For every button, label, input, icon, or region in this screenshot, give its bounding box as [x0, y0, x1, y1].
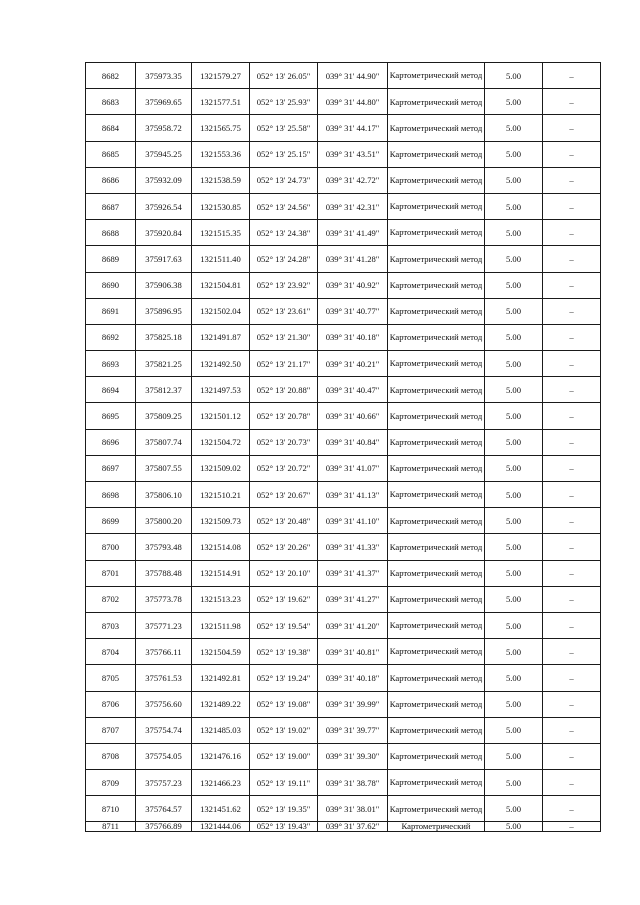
- coord-y-cell: 1321501.12: [192, 403, 250, 429]
- latitude-cell: 052° 13' 21.17": [250, 351, 318, 377]
- accuracy-cell: 5.00: [485, 482, 543, 508]
- longitude-cell: 039° 31' 40.21": [318, 351, 388, 377]
- note-cell: –: [543, 560, 601, 586]
- latitude-cell: 052° 13' 19.43": [250, 822, 318, 832]
- accuracy-cell: 5.00: [485, 63, 543, 89]
- latitude-cell: 052° 13' 19.08": [250, 691, 318, 717]
- table-row: [86, 822, 601, 832]
- table-row: [86, 167, 601, 193]
- method-cell: Картометрический метод: [388, 220, 485, 246]
- latitude-cell: 052° 13' 19.00": [250, 743, 318, 769]
- table-row: [86, 770, 601, 796]
- coordinates-table: [85, 62, 601, 832]
- table-row: [86, 455, 601, 481]
- accuracy-cell: 5.00: [485, 167, 543, 193]
- longitude-cell: 039° 31' 42.31": [318, 193, 388, 219]
- coord-y-cell: 1321504.59: [192, 639, 250, 665]
- coord-x-cell: 375807.74: [136, 429, 192, 455]
- latitude-cell: 052° 13' 25.93": [250, 89, 318, 115]
- accuracy-cell: 5.00: [485, 639, 543, 665]
- accuracy-cell: 5.00: [485, 560, 543, 586]
- note-cell: –: [543, 796, 601, 822]
- longitude-cell: 039° 31' 38.78": [318, 770, 388, 796]
- point-number-cell: 8701: [86, 560, 136, 586]
- coord-x-cell: 375773.78: [136, 586, 192, 612]
- method-cell: Картометрический метод: [388, 167, 485, 193]
- note-cell: –: [543, 324, 601, 350]
- method-cell: Картометрический метод: [388, 612, 485, 638]
- accuracy-cell: 5.00: [485, 193, 543, 219]
- method-cell: Картометрический метод: [388, 193, 485, 219]
- table-row: [86, 351, 601, 377]
- coord-x-cell: 375906.38: [136, 272, 192, 298]
- method-cell: Картометрический метод: [388, 508, 485, 534]
- point-number-cell: 8696: [86, 429, 136, 455]
- coord-x-cell: 375926.54: [136, 193, 192, 219]
- coord-x-cell: 375825.18: [136, 324, 192, 350]
- table-body: [86, 63, 601, 832]
- coord-x-cell: 375771.23: [136, 612, 192, 638]
- longitude-cell: 039° 31' 41.20": [318, 612, 388, 638]
- note-cell: –: [543, 586, 601, 612]
- coord-y-cell: 1321489.22: [192, 691, 250, 717]
- accuracy-cell: 5.00: [485, 534, 543, 560]
- table-row: [86, 717, 601, 743]
- table-row: [86, 298, 601, 324]
- table-row: [86, 193, 601, 219]
- coord-y-cell: 1321451.62: [192, 796, 250, 822]
- coord-y-cell: 1321565.75: [192, 115, 250, 141]
- accuracy-cell: 5.00: [485, 612, 543, 638]
- point-number-cell: 8700: [86, 534, 136, 560]
- latitude-cell: 052° 13' 21.30": [250, 324, 318, 350]
- coord-x-cell: 375793.48: [136, 534, 192, 560]
- coord-y-cell: 1321444.06: [192, 822, 250, 832]
- point-number-cell: 8686: [86, 167, 136, 193]
- note-cell: –: [543, 377, 601, 403]
- coord-y-cell: 1321530.85: [192, 193, 250, 219]
- point-number-cell: 8699: [86, 508, 136, 534]
- method-cell: Картометрический метод: [388, 89, 485, 115]
- point-number-cell: 8684: [86, 115, 136, 141]
- latitude-cell: 052° 13' 24.73": [250, 167, 318, 193]
- longitude-cell: 039° 31' 41.37": [318, 560, 388, 586]
- accuracy-cell: 5.00: [485, 272, 543, 298]
- table-row: [86, 743, 601, 769]
- note-cell: –: [543, 639, 601, 665]
- note-cell: –: [543, 89, 601, 115]
- point-number-cell: 8690: [86, 272, 136, 298]
- method-cell: Картометрический метод: [388, 743, 485, 769]
- point-number-cell: 8702: [86, 586, 136, 612]
- note-cell: –: [543, 403, 601, 429]
- latitude-cell: 052° 13' 20.48": [250, 508, 318, 534]
- accuracy-cell: 5.00: [485, 743, 543, 769]
- coord-y-cell: 1321510.21: [192, 482, 250, 508]
- accuracy-cell: 5.00: [485, 324, 543, 350]
- longitude-cell: 039° 31' 40.81": [318, 639, 388, 665]
- coord-x-cell: 375764.57: [136, 796, 192, 822]
- coord-x-cell: 375807.55: [136, 455, 192, 481]
- latitude-cell: 052° 13' 20.88": [250, 377, 318, 403]
- note-cell: –: [543, 246, 601, 272]
- note-cell: –: [543, 272, 601, 298]
- coord-x-cell: 375973.35: [136, 63, 192, 89]
- table-row: [86, 665, 601, 691]
- latitude-cell: 052° 13' 19.62": [250, 586, 318, 612]
- note-cell: –: [543, 665, 601, 691]
- note-cell: –: [543, 612, 601, 638]
- accuracy-cell: 5.00: [485, 455, 543, 481]
- note-cell: –: [543, 717, 601, 743]
- accuracy-cell: 5.00: [485, 586, 543, 612]
- point-number-cell: 8709: [86, 770, 136, 796]
- latitude-cell: 052° 13' 19.54": [250, 612, 318, 638]
- note-cell: –: [543, 429, 601, 455]
- table-row: [86, 534, 601, 560]
- longitude-cell: 039° 31' 41.28": [318, 246, 388, 272]
- note-cell: –: [543, 141, 601, 167]
- method-cell: Картометрический метод: [388, 403, 485, 429]
- note-cell: –: [543, 220, 601, 246]
- point-number-cell: 8704: [86, 639, 136, 665]
- point-number-cell: 8706: [86, 691, 136, 717]
- method-cell: Картометрический метод: [388, 429, 485, 455]
- method-cell: Картометрический метод: [388, 770, 485, 796]
- table-row: [86, 639, 601, 665]
- method-cell: Картометрический метод: [388, 63, 485, 89]
- longitude-cell: 039° 31' 42.72": [318, 167, 388, 193]
- coord-x-cell: 375754.05: [136, 743, 192, 769]
- coord-x-cell: 375920.84: [136, 220, 192, 246]
- accuracy-cell: 5.00: [485, 691, 543, 717]
- accuracy-cell: 5.00: [485, 796, 543, 822]
- latitude-cell: 052° 13' 26.05": [250, 63, 318, 89]
- latitude-cell: 052° 13' 25.58": [250, 115, 318, 141]
- note-cell: –: [543, 115, 601, 141]
- table-row: [86, 508, 601, 534]
- coord-y-cell: 1321492.50: [192, 351, 250, 377]
- method-cell: Картометрический метод: [388, 141, 485, 167]
- point-number-cell: 8708: [86, 743, 136, 769]
- longitude-cell: 039° 31' 39.99": [318, 691, 388, 717]
- accuracy-cell: 5.00: [485, 822, 543, 832]
- table-row: [86, 796, 601, 822]
- table-row: [86, 403, 601, 429]
- point-number-cell: 8682: [86, 63, 136, 89]
- longitude-cell: 039° 31' 40.18": [318, 665, 388, 691]
- coord-x-cell: 375821.25: [136, 351, 192, 377]
- table-row: [86, 691, 601, 717]
- longitude-cell: 039° 31' 41.33": [318, 534, 388, 560]
- latitude-cell: 052° 13' 23.61": [250, 298, 318, 324]
- note-cell: –: [543, 455, 601, 481]
- table-row: [86, 429, 601, 455]
- method-cell: Картометрический метод: [388, 377, 485, 403]
- coord-y-cell: 1321492.81: [192, 665, 250, 691]
- table-row: [86, 482, 601, 508]
- coord-y-cell: 1321491.87: [192, 324, 250, 350]
- coord-y-cell: 1321514.08: [192, 534, 250, 560]
- coord-x-cell: 375932.09: [136, 167, 192, 193]
- accuracy-cell: 5.00: [485, 115, 543, 141]
- longitude-cell: 039° 31' 39.30": [318, 743, 388, 769]
- coord-x-cell: 375766.89: [136, 822, 192, 832]
- coord-y-cell: 1321509.73: [192, 508, 250, 534]
- method-cell: Картометрический метод: [388, 272, 485, 298]
- note-cell: –: [543, 534, 601, 560]
- coord-x-cell: 375809.25: [136, 403, 192, 429]
- table-row: [86, 141, 601, 167]
- point-number-cell: 8707: [86, 717, 136, 743]
- method-cell: Картометрический метод: [388, 560, 485, 586]
- latitude-cell: 052° 13' 20.73": [250, 429, 318, 455]
- coord-x-cell: 375788.48: [136, 560, 192, 586]
- coord-y-cell: 1321513.23: [192, 586, 250, 612]
- latitude-cell: 052° 13' 24.38": [250, 220, 318, 246]
- table-row: [86, 246, 601, 272]
- latitude-cell: 052° 13' 19.38": [250, 639, 318, 665]
- table-row: [86, 63, 601, 89]
- coord-x-cell: 375896.95: [136, 298, 192, 324]
- point-number-cell: 8695: [86, 403, 136, 429]
- latitude-cell: 052° 13' 19.02": [250, 717, 318, 743]
- method-cell: Картометрический: [388, 822, 485, 832]
- table-row: [86, 612, 601, 638]
- note-cell: –: [543, 193, 601, 219]
- longitude-cell: 039° 31' 41.49": [318, 220, 388, 246]
- accuracy-cell: 5.00: [485, 141, 543, 167]
- table-row: [86, 220, 601, 246]
- coord-y-cell: 1321538.59: [192, 167, 250, 193]
- accuracy-cell: 5.00: [485, 770, 543, 796]
- method-cell: Картометрический метод: [388, 351, 485, 377]
- method-cell: Картометрический метод: [388, 796, 485, 822]
- point-number-cell: 8697: [86, 455, 136, 481]
- coord-y-cell: 1321502.04: [192, 298, 250, 324]
- latitude-cell: 052° 13' 19.11": [250, 770, 318, 796]
- coord-y-cell: 1321509.02: [192, 455, 250, 481]
- point-number-cell: 8698: [86, 482, 136, 508]
- latitude-cell: 052° 13' 24.28": [250, 246, 318, 272]
- method-cell: Картометрический метод: [388, 717, 485, 743]
- accuracy-cell: 5.00: [485, 403, 543, 429]
- accuracy-cell: 5.00: [485, 508, 543, 534]
- longitude-cell: 039° 31' 40.84": [318, 429, 388, 455]
- coord-y-cell: 1321485.03: [192, 717, 250, 743]
- method-cell: Картометрический метод: [388, 298, 485, 324]
- latitude-cell: 052° 13' 20.26": [250, 534, 318, 560]
- table-row: [86, 586, 601, 612]
- longitude-cell: 039° 31' 44.90": [318, 63, 388, 89]
- note-cell: –: [543, 167, 601, 193]
- longitude-cell: 039° 31' 41.07": [318, 455, 388, 481]
- coord-x-cell: 375958.72: [136, 115, 192, 141]
- accuracy-cell: 5.00: [485, 89, 543, 115]
- method-cell: Картометрический метод: [388, 455, 485, 481]
- table-row: [86, 377, 601, 403]
- coord-x-cell: 375761.53: [136, 665, 192, 691]
- note-cell: –: [543, 822, 601, 832]
- longitude-cell: 039° 31' 40.66": [318, 403, 388, 429]
- longitude-cell: 039° 31' 38.01": [318, 796, 388, 822]
- accuracy-cell: 5.00: [485, 246, 543, 272]
- latitude-cell: 052° 13' 23.92": [250, 272, 318, 298]
- point-number-cell: 8694: [86, 377, 136, 403]
- note-cell: –: [543, 508, 601, 534]
- coord-y-cell: 1321466.23: [192, 770, 250, 796]
- coord-x-cell: 375754.74: [136, 717, 192, 743]
- method-cell: Картометрический метод: [388, 639, 485, 665]
- coord-x-cell: 375757.23: [136, 770, 192, 796]
- accuracy-cell: 5.00: [485, 298, 543, 324]
- point-number-cell: 8691: [86, 298, 136, 324]
- method-cell: Картометрический метод: [388, 691, 485, 717]
- method-cell: Картометрический метод: [388, 324, 485, 350]
- longitude-cell: 039° 31' 40.47": [318, 377, 388, 403]
- accuracy-cell: 5.00: [485, 429, 543, 455]
- table-row: [86, 560, 601, 586]
- longitude-cell: 039° 31' 44.80": [318, 89, 388, 115]
- note-cell: –: [543, 298, 601, 324]
- coord-y-cell: 1321511.98: [192, 612, 250, 638]
- latitude-cell: 052° 13' 20.10": [250, 560, 318, 586]
- coord-y-cell: 1321497.53: [192, 377, 250, 403]
- method-cell: Картометрический метод: [388, 586, 485, 612]
- accuracy-cell: 5.00: [485, 665, 543, 691]
- longitude-cell: 039° 31' 40.92": [318, 272, 388, 298]
- coord-y-cell: 1321504.72: [192, 429, 250, 455]
- point-number-cell: 8685: [86, 141, 136, 167]
- longitude-cell: 039° 31' 40.18": [318, 324, 388, 350]
- longitude-cell: 039° 31' 41.10": [318, 508, 388, 534]
- accuracy-cell: 5.00: [485, 220, 543, 246]
- longitude-cell: 039° 31' 41.27": [318, 586, 388, 612]
- coord-y-cell: 1321504.81: [192, 272, 250, 298]
- point-number-cell: 8688: [86, 220, 136, 246]
- note-cell: –: [543, 691, 601, 717]
- accuracy-cell: 5.00: [485, 717, 543, 743]
- note-cell: –: [543, 351, 601, 377]
- coord-y-cell: 1321476.16: [192, 743, 250, 769]
- note-cell: –: [543, 743, 601, 769]
- longitude-cell: 039° 31' 41.13": [318, 482, 388, 508]
- coord-x-cell: 375945.25: [136, 141, 192, 167]
- latitude-cell: 052° 13' 20.67": [250, 482, 318, 508]
- coord-x-cell: 375766.11: [136, 639, 192, 665]
- point-number-cell: 8692: [86, 324, 136, 350]
- latitude-cell: 052° 13' 24.56": [250, 193, 318, 219]
- longitude-cell: 039° 31' 43.51": [318, 141, 388, 167]
- longitude-cell: 039° 31' 37.62": [318, 822, 388, 832]
- point-number-cell: 8687: [86, 193, 136, 219]
- coord-y-cell: 1321553.36: [192, 141, 250, 167]
- latitude-cell: 052° 13' 19.24": [250, 665, 318, 691]
- method-cell: Картометрический метод: [388, 665, 485, 691]
- coord-y-cell: 1321577.51: [192, 89, 250, 115]
- method-cell: Картометрический метод: [388, 482, 485, 508]
- note-cell: –: [543, 770, 601, 796]
- longitude-cell: 039° 31' 39.77": [318, 717, 388, 743]
- coord-y-cell: 1321511.40: [192, 246, 250, 272]
- latitude-cell: 052° 13' 20.72": [250, 455, 318, 481]
- point-number-cell: 8689: [86, 246, 136, 272]
- point-number-cell: 8693: [86, 351, 136, 377]
- note-cell: –: [543, 482, 601, 508]
- table-row: [86, 324, 601, 350]
- note-cell: –: [543, 63, 601, 89]
- method-cell: Картометрический метод: [388, 115, 485, 141]
- point-number-cell: 8703: [86, 612, 136, 638]
- coord-x-cell: 375806.10: [136, 482, 192, 508]
- point-number-cell: 8683: [86, 89, 136, 115]
- coord-y-cell: 1321579.27: [192, 63, 250, 89]
- table-row: [86, 272, 601, 298]
- coord-x-cell: 375969.65: [136, 89, 192, 115]
- method-cell: Картометрический метод: [388, 534, 485, 560]
- coord-x-cell: 375756.60: [136, 691, 192, 717]
- latitude-cell: 052° 13' 19.35": [250, 796, 318, 822]
- accuracy-cell: 5.00: [485, 351, 543, 377]
- point-number-cell: 8711: [86, 822, 136, 832]
- longitude-cell: 039° 31' 40.77": [318, 298, 388, 324]
- coord-x-cell: 375800.20: [136, 508, 192, 534]
- method-cell: Картометрический метод: [388, 246, 485, 272]
- table-row: [86, 89, 601, 115]
- coord-y-cell: 1321515.35: [192, 220, 250, 246]
- longitude-cell: 039° 31' 44.17": [318, 115, 388, 141]
- accuracy-cell: 5.00: [485, 377, 543, 403]
- table-row: [86, 115, 601, 141]
- point-number-cell: 8710: [86, 796, 136, 822]
- coord-x-cell: 375917.63: [136, 246, 192, 272]
- latitude-cell: 052° 13' 25.15": [250, 141, 318, 167]
- coord-y-cell: 1321514.91: [192, 560, 250, 586]
- coord-x-cell: 375812.37: [136, 377, 192, 403]
- latitude-cell: 052° 13' 20.78": [250, 403, 318, 429]
- point-number-cell: 8705: [86, 665, 136, 691]
